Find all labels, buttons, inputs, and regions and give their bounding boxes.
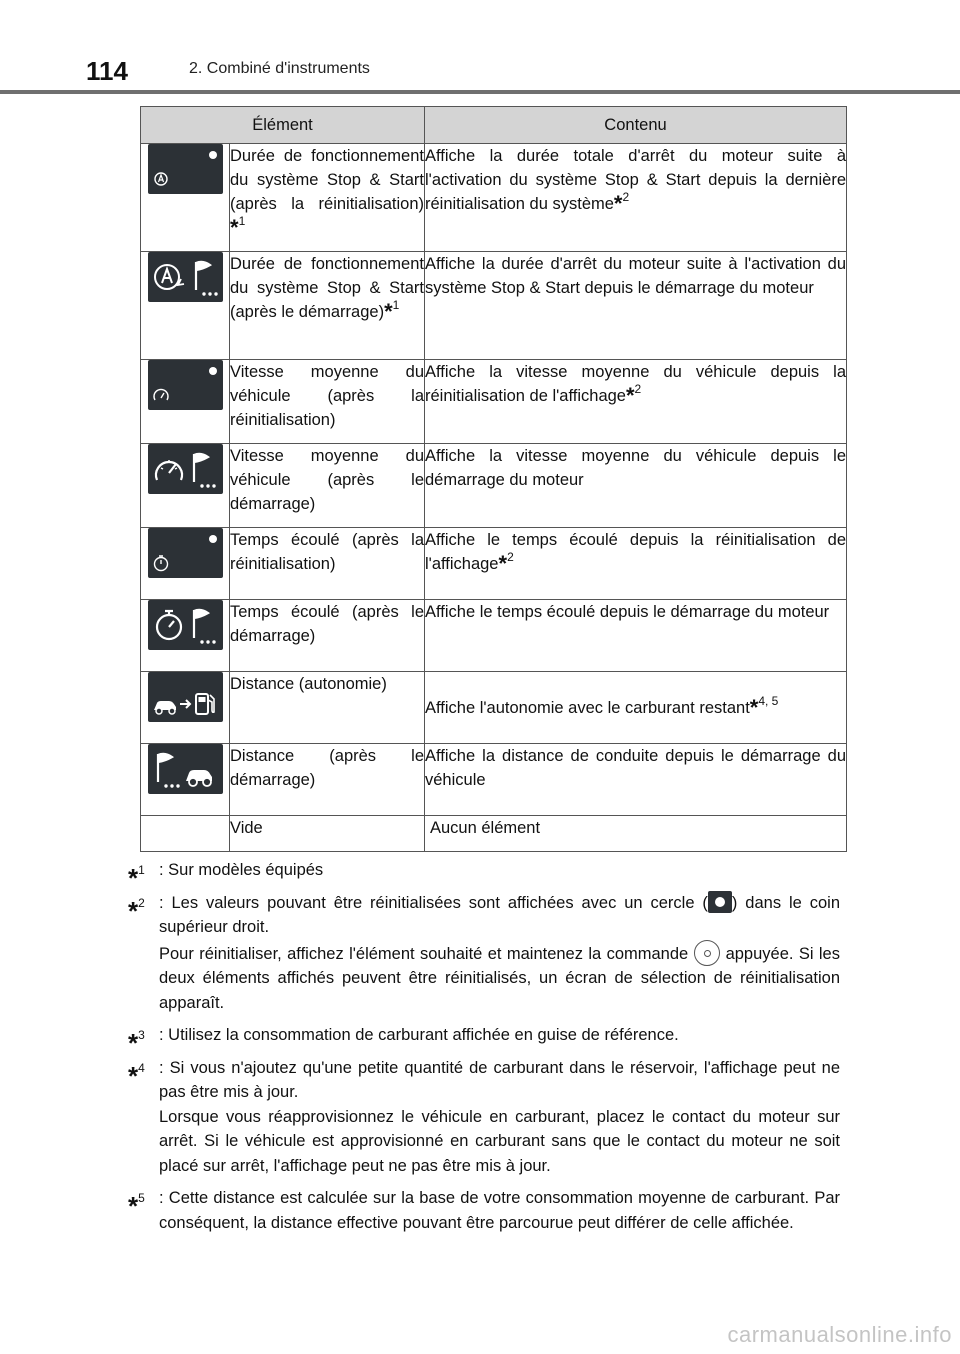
item-description: Affiche la vitesse moyenne du véhicule depuis le démarrage du moteur	[425, 447, 846, 489]
distance-trip-display-icon	[148, 744, 223, 794]
asterisk-mark: *	[384, 299, 393, 324]
asterisk-mark: *	[613, 191, 623, 216]
asterisk-mark: *	[128, 895, 139, 926]
page-number: 114	[86, 56, 128, 86]
item-description: Affiche la durée totale d'arrêt du moteur suite à l'activation du système Stop & Start depuis la dernière réinitialisation du système	[425, 147, 846, 213]
stop-start-trip-display-icon	[148, 252, 223, 302]
section-title: 2. Combiné d'instruments	[189, 60, 370, 77]
asterisk-mark: *	[230, 215, 239, 240]
item-name: Distance (autonomie)	[230, 675, 387, 693]
footnote-ref: 1	[238, 214, 246, 228]
item-description: Affiche la vitesse moyenne du véhicule depuis la réinitialisation de l'affichage	[425, 363, 846, 405]
footnote-text: : Les valeurs pouvant être réinitialisées sont affichées avec un cercle (	[159, 893, 708, 912]
footnote-text: : Si vous n'ajoutez qu'une petite quantité de carburant dans le réservoir, l'affichage peut ne pas être mis à jour.	[159, 1058, 840, 1101]
footnote-ref: 4, 5	[758, 693, 779, 708]
table-row	[141, 360, 847, 444]
item-description: Affiche la distance de conduite depuis le démarrage du véhicule	[425, 747, 846, 789]
average-speed-reset-display-icon	[148, 360, 223, 410]
table-row-empty	[141, 816, 847, 852]
header-rule	[0, 90, 960, 94]
table-row	[141, 672, 847, 744]
footnote-number: 1	[138, 863, 145, 877]
elapsed-time-reset-display-icon	[148, 528, 223, 578]
item-name: Vitesse moyenne du véhicule (après le démarrage)	[230, 447, 424, 513]
footnotes	[128, 858, 840, 1243]
footnote-ref: 2	[634, 382, 642, 396]
table-row	[141, 252, 847, 360]
footnote-text: appuyée. Si les deux éléments affichés peuvent être réinitialisés, un écran de sélection de réinitialisation apparaît.	[159, 944, 840, 1012]
item-name: Temps écoulé (après la réinitialisation)	[230, 531, 424, 573]
footnote-ref: 1	[392, 298, 400, 312]
asterisk-mark: *	[128, 1191, 139, 1221]
footnote-text: Lorsque vous réapprovisionnez le véhicule en carburant, placez le contact du moteur sur arrêt. Si le véhicule est approvisionné en carburant sans que le contact du moteur ne soit placé sur arrêt, l'affichage peut ne pas être mis à jour.	[159, 1107, 840, 1175]
footnote-1	[128, 858, 840, 893]
footnote-text: ) dans le coin supérieur droit.	[159, 893, 841, 936]
item-description: Affiche le temps écoulé depuis le démarrage du moteur	[425, 603, 830, 621]
footnote-text: Pour réinitialiser, affichez l'élément souhaité et maintenez la commande	[159, 944, 689, 963]
asterisk-mark: *	[625, 383, 635, 408]
item-name: Distance (après le démarrage)	[230, 747, 424, 789]
footnote-number: 2	[138, 895, 145, 910]
asterisk-mark: *	[128, 1060, 139, 1091]
footnote-4	[128, 1056, 840, 1179]
table-row	[141, 600, 847, 672]
range-fuel-display-icon	[148, 672, 223, 722]
item-description: Affiche le temps écoulé depuis la réinitialisation de l'affichage	[425, 531, 846, 573]
asterisk-mark: *	[128, 1028, 139, 1058]
footnote-text: : Cette distance est calculée sur la base de votre consommation moyenne de carburant. Par conséquent, la distance effective pouvant être parcourue peut différer de celle affichée.	[159, 1189, 840, 1232]
average-speed-trip-display-icon	[148, 444, 223, 494]
elapsed-time-trip-display-icon	[148, 600, 223, 650]
item-description: Affiche l'autonomie avec le carburant restant	[425, 698, 750, 717]
asterisk-mark: *	[498, 551, 508, 576]
header-content: Contenu	[425, 107, 847, 144]
reset-circle-icon	[708, 891, 732, 913]
footnote-3	[128, 1023, 840, 1058]
asterisk-mark: *	[749, 694, 759, 720]
item-name: Vide	[230, 816, 425, 852]
footnote-number: 5	[138, 1191, 145, 1205]
header-element: Élément	[141, 107, 425, 144]
item-name: Temps écoulé (après le démarrage)	[230, 603, 424, 645]
items-table	[140, 106, 847, 852]
table-row	[141, 744, 847, 816]
footnote-5	[128, 1186, 840, 1235]
footnote-ref: 2	[622, 190, 630, 204]
meter-control-switch-icon	[694, 940, 720, 966]
item-name: Vitesse moyenne du véhicule (après la réinitialisation)	[230, 363, 424, 429]
stop-start-reset-display-icon	[148, 144, 223, 194]
item-description: Affiche la durée d'arrêt du moteur suite à l'activation du système Stop & Start depuis le démarrage du moteur	[425, 255, 846, 297]
footnote-text: : Sur modèles équipés	[159, 861, 324, 879]
item-name: Durée de fonctionnement du système Stop & Start (après la réinitialisation)	[230, 147, 424, 213]
footnote-ref: 2	[507, 550, 514, 564]
table-header-row	[141, 107, 847, 144]
footnote-number: 3	[138, 1028, 145, 1042]
watermark: carmanualsonline.info	[727, 1322, 952, 1347]
asterisk-mark: *	[128, 863, 139, 893]
item-description: Aucun élément	[425, 816, 847, 852]
footnote-2	[128, 891, 840, 1016]
table-row	[141, 444, 847, 528]
footnote-number: 4	[138, 1060, 145, 1075]
footnote-text: : Utilisez la consommation de carburant affichée en guise de référence.	[159, 1026, 679, 1044]
table-row	[141, 528, 847, 600]
item-name: Durée de fonctionnement du système Stop & Start (après le démarrage)	[230, 255, 424, 321]
table-row	[141, 144, 847, 252]
